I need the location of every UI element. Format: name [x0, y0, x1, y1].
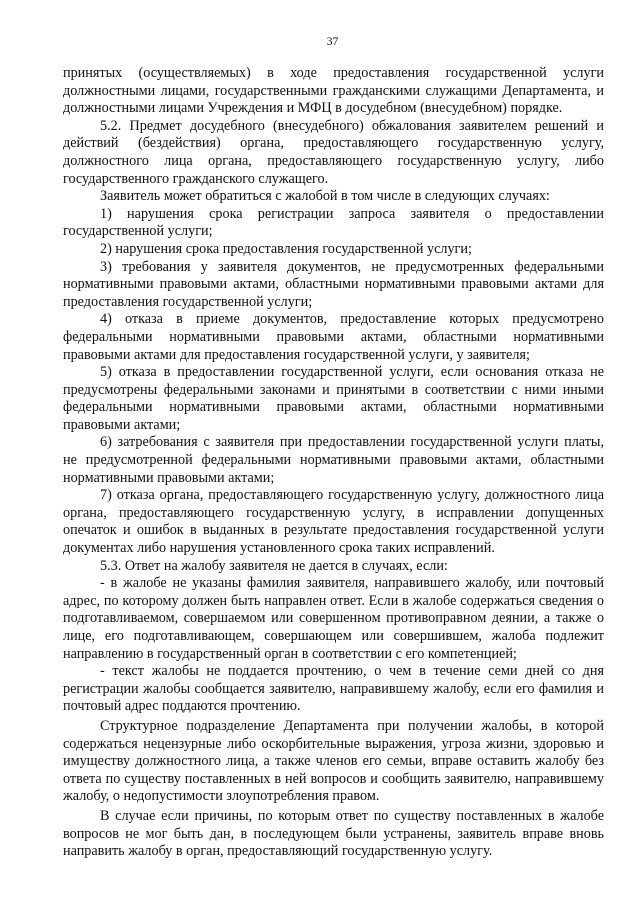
paragraph-section-5-2: 5.2. Предмет досудебного (внесудебного) обжалования заявителем решений и действий (бездействия) органа, предоставляющего государственную услугу, должностного лица органа, предоставляющего государственную услугу, либо государственного гражданского служащего.	[63, 117, 604, 187]
dash-item-2: - текст жалобы не поддается прочтению, о чем в течение семи дней со дня регистрации жалобы сообщается заявителю, направившему жалобу, если его фамилия и почтовый адрес поддаются прочтению.	[63, 663, 604, 715]
document-body	[63, 65, 604, 861]
dash-item-1: - в жалобе не указаны фамилия заявителя, направившего жалобу, или почтовый адрес, по которому должен быть направлен ответ. Если в жалобе содержаться сведения о подготавливаемом, совершаемом или совершенном противоправном деянии, а также о лице, его подготавливающем, совершающем или совершившем, жалоба подлежит направлению в государственный орган в соответствии с его компетенцией;	[63, 575, 604, 662]
paragraph-resubmission: В случае если причины, по которым ответ по существу поставленных в жалобе вопросов не мог быть дан, в последующем были устранены, заявитель вправе вновь направить жалобу в орган, предоставляющий государственную услугу.	[63, 807, 604, 860]
paragraph-section-5-3: 5.3. Ответ на жалобу заявителя не дается в случаях, если:	[100, 557, 448, 574]
list-item-4: 4) отказа в приеме документов, предоставление которых предусмотрено федеральными нормативными правовыми актами, областными нормативными правовыми актами для предоставления государственной услуги, у заявителя;	[63, 311, 604, 363]
page-number: 37	[326, 36, 339, 48]
list-item-1: 1) нарушения срока регистрации запроса заявителя о предоставлении государственной услуги;	[63, 205, 604, 240]
paragraph-structural-division: Структурное подразделение Департамента при получении жалобы, в которой содержаться нецензурные либо оскорбительные выражения, угроза жизни, здоровью и имуществу должностного лица, а также членов его семьи, вправе оставить жалобу без ответа по существу поставленных в ней вопросов и сообщить заявителю, направившему жалобу, о недопустимости злоупотребления правом.	[63, 717, 604, 805]
paragraph-complaint-cases-intro: Заявитель может обратиться с жалобой в том числе в следующих случаях:	[100, 188, 550, 205]
list-item-2: 2) нарушения срока предоставления государственной услуги;	[100, 240, 472, 257]
paragraph-continuation: принятых (осуществляемых) в ходе предоставления государственной услуги должностными лицами, государственными гражданскими служащими Департамента, и должностными лицами Учреждения и МФЦ в досудебном (внесудебном) порядке.	[63, 65, 604, 117]
list-item-6: 6) затребования с заявителя при предоставлении государственной услуги платы, не предусмотренной федеральными нормативными правовыми актами, областными нормативными правовыми актами;	[63, 434, 604, 486]
list-item-5: 5) отказа в предоставлении государственной услуги, если основания отказа не предусмотрены федеральными законами и принятыми в соответствии с ними иными федеральными нормативными правовыми актами, областными нормативными правовыми актами;	[63, 364, 604, 433]
list-item-3: 3) требования у заявителя документов, не предусмотренных федеральными нормативными правовыми актами, областными нормативными правовыми актами для предоставления государственной услуги;	[63, 258, 604, 310]
list-item-7: 7) отказа органа, предоставляющего государственную услугу, должностного лица органа, предоставляющего государственную услугу, в исправлении допущенных опечаток и ошибок в выданных в результате предоставления государственной услуги документах либо нарушения установленного срока таких исправлений.	[63, 487, 604, 557]
